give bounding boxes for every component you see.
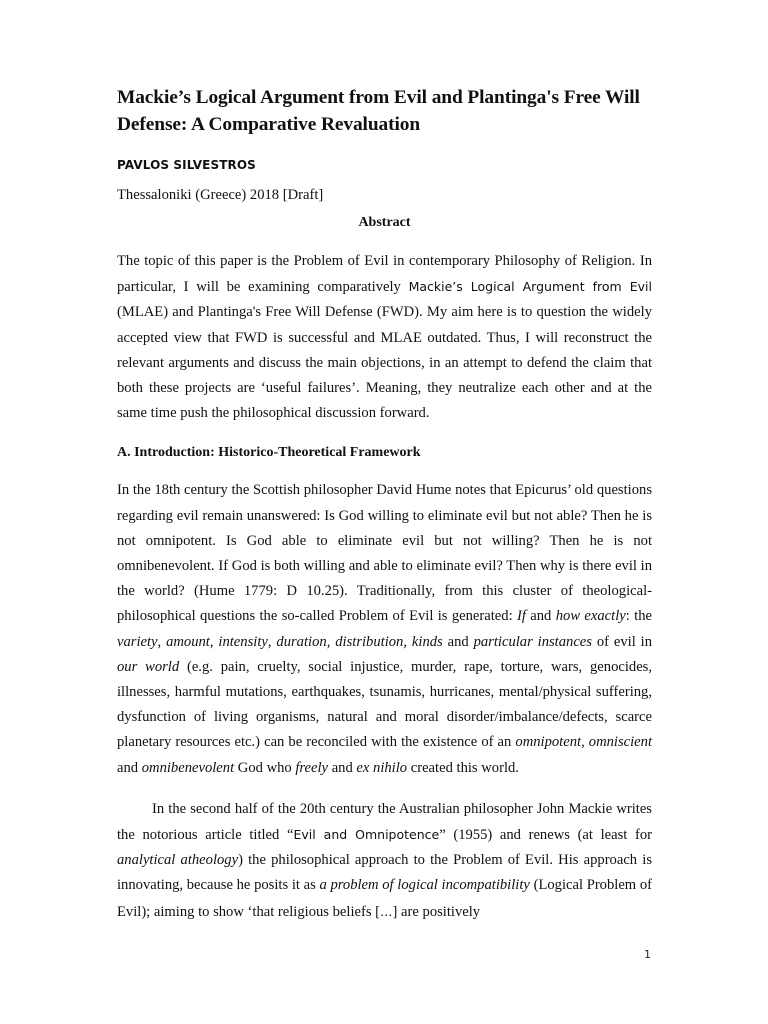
- author-name: PAVLOS SILVESTROS: [117, 158, 256, 172]
- intro-paragraph: [117, 478, 652, 780]
- intro-text: ,: [326, 633, 336, 650]
- second-text: (Logical Problem of Evil); aiming to show ‘that religious beliefs [: [117, 877, 652, 920]
- intro-text: God who: [234, 759, 296, 776]
- intro-italic: intensity: [218, 633, 268, 650]
- second-text: ) the philosophical approach to the Problem of Evil. His approach is innovating, because he posits it as: [117, 852, 653, 894]
- abstract-text-1: The topic of this paper is the Problem of Evil in contemporary Philosophy of Religion. In particular, I will be examining comparatively: [117, 253, 652, 296]
- intro-text: and: [328, 759, 357, 776]
- second-text: ” (1955) and renews (at least for: [439, 827, 652, 844]
- intro-text: created this world.: [407, 759, 519, 776]
- intro-italic: how exactly: [555, 608, 626, 625]
- intro-italic: our world: [117, 658, 180, 675]
- intro-text: (e.g. pain, cruelty, social injustice, murder, rape, torture, wars, genocides, illnesses, harmful mutations, earthquakes, tsunamis, hurricanes, mental/physical suffering, dysfunction of living organisms, natural and moral disorder/imbalance/defects, scarce planetary resources etc.) can be reconciled with the existence of an: [117, 658, 653, 751]
- intro-italic: freely: [295, 759, 329, 776]
- intro-italic: variety: [117, 633, 158, 650]
- second-text: In the second half of the 20th century the Australian philosopher John Mackie writes the notorious article titled “: [117, 800, 652, 844]
- second-text: ] are positively: [392, 903, 481, 920]
- intro-italic: amount: [166, 633, 210, 650]
- intro-italic: omniscient: [588, 734, 653, 751]
- ellipsis: …: [380, 903, 393, 919]
- intro-italic: ex nihilo: [356, 759, 408, 776]
- intro-text: of evil in: [591, 633, 653, 650]
- second-paragraph: [117, 797, 652, 925]
- intro-italic: particular instances: [473, 633, 592, 650]
- abstract-paragraph: [117, 249, 652, 426]
- intro-text: ,: [403, 633, 412, 650]
- intro-text: ,: [267, 633, 277, 650]
- intro-text: and: [525, 608, 556, 625]
- place-date: Thessaloniki (Greece) 2018 [Draft]: [117, 187, 324, 203]
- intro-italic: distribution: [335, 633, 404, 650]
- section-heading-introduction: A. Introduction: Historico-Theoretical Framework: [117, 445, 421, 461]
- paper-page: [117, 84, 652, 925]
- page-number: 1: [644, 948, 651, 961]
- intro-italic: kinds: [411, 633, 443, 650]
- second-italic: a problem of logical incompatibility: [319, 877, 530, 894]
- intro-text: ,: [581, 734, 589, 751]
- intro-text: and: [442, 633, 474, 650]
- intro-text: and: [117, 759, 142, 776]
- intro-italic: omnipotent: [515, 734, 582, 751]
- intro-italic: If: [517, 608, 526, 625]
- intro-text: ,: [209, 633, 219, 650]
- intro-text: : the: [625, 608, 652, 625]
- intro-italic: omnibenevolent: [141, 759, 235, 776]
- abstract-argument-name: Mackie’s Logical Argument from Evil: [408, 279, 652, 295]
- paper-title: Mackie’s Logical Argument from Evil and Plantinga's Free Will Defense: A Comparative Revaluation: [117, 87, 640, 135]
- abstract-text-2: (MLAE) and Plantinga's Free Will Defense (FWD). My aim here is to question the widely accepted view that FWD is successful and MLAE outdated. Thus, I will reconstruct the relevant arguments and discuss the main objections, in an attempt to defend the claim that both these projects are ‘useful failures’. Meaning, they neutralize each other and at the same time push the philosophical discussion forward.: [117, 304, 652, 422]
- intro-text: ,: [157, 633, 167, 650]
- second-italic: analytical atheology: [117, 852, 239, 869]
- intro-text: In the 18th century the Scottish philosopher David Hume notes that Epicurus’ old questions regarding evil remain unanswered: Is God willing to eliminate evil but not able? Then he is not omnipotent. Is God able to eliminate evil but not willing? Then he is not omnibenevolent. If God is both willing and able to eliminate evil? Then why is there evil in the world? (Hume 1779: D 10.25). Traditionally, from this cluster of theological-philosophical questions the so-called Problem of Evil is generated:: [117, 482, 652, 625]
- abstract-heading: Abstract: [358, 215, 411, 230]
- article-title: Evil and Omnipotence: [293, 827, 440, 843]
- intro-italic: duration: [276, 633, 327, 650]
